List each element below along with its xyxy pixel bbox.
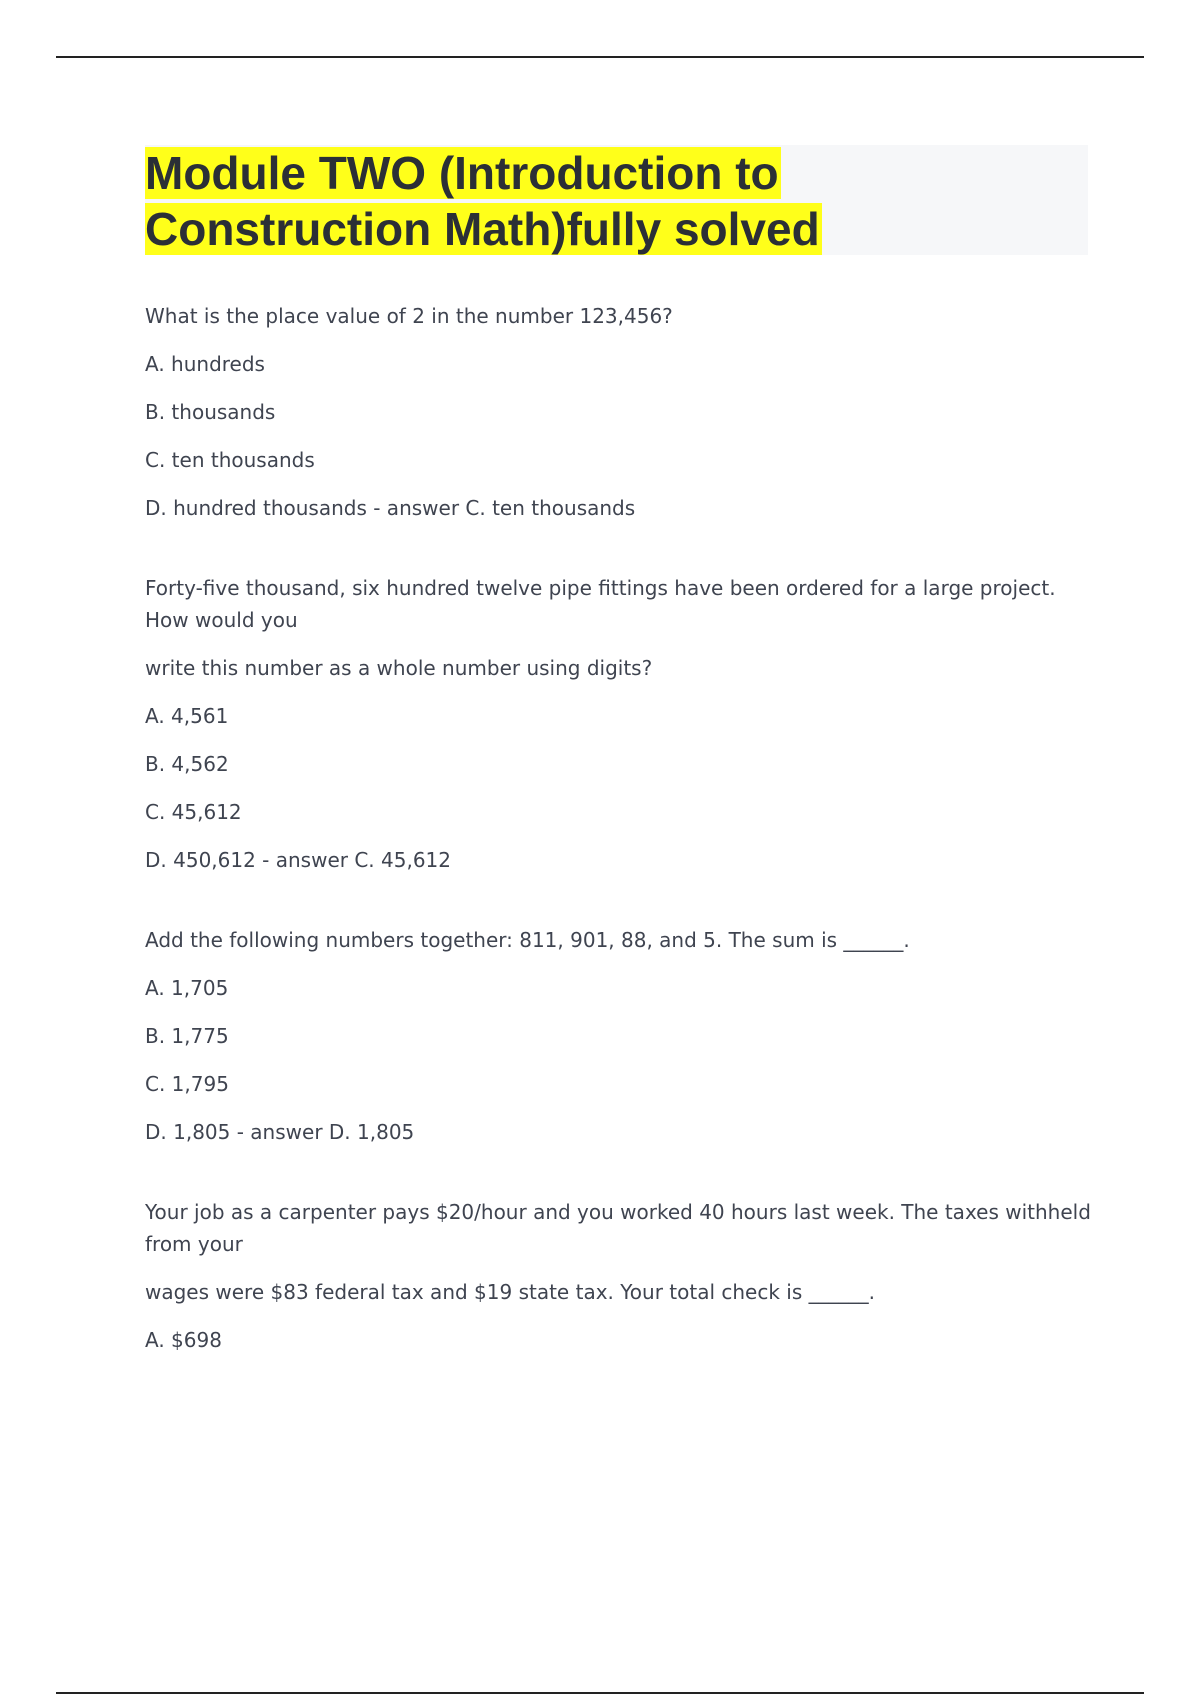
answer-option: D. 450,612 - answer C. 45,612 bbox=[145, 848, 452, 872]
answer-option: C. ten thousands bbox=[145, 448, 315, 472]
question-text: write this number as a whole number using digits? bbox=[145, 656, 653, 680]
answer-option: B. thousands bbox=[145, 400, 276, 424]
question-text: Forty-five thousand, six hundred twelve pipe fittings have been ordered for a large project. How would you bbox=[145, 576, 1056, 632]
answer-option: A. $698 bbox=[145, 1328, 222, 1352]
answer-option: A. 4,561 bbox=[145, 704, 229, 728]
top-rule bbox=[56, 56, 1144, 58]
page-title bbox=[145, 145, 1088, 257]
title-line-1: Module TWO (Introduction to bbox=[145, 147, 779, 199]
title-line-2: Construction Math)fully solved bbox=[145, 203, 820, 255]
answer-option: A. hundreds bbox=[145, 352, 265, 376]
answer-option: C. 1,795 bbox=[145, 1072, 229, 1096]
answer-option: B. 1,775 bbox=[145, 1024, 229, 1048]
question-4 bbox=[145, 1196, 1095, 1356]
question-3 bbox=[145, 924, 1095, 1148]
answer-option: C. 45,612 bbox=[145, 800, 242, 824]
answer-option: A. 1,705 bbox=[145, 976, 229, 1000]
question-text: What is the place value of 2 in the number 123,456? bbox=[145, 304, 673, 328]
question-text: Add the following numbers together: 811, 901, 88, and 5. The sum is ______. bbox=[145, 928, 910, 952]
answer-option: D. hundred thousands - answer C. ten thousands bbox=[145, 496, 636, 520]
question-list bbox=[145, 300, 1095, 1404]
question-text: wages were $83 federal tax and $19 state tax. Your total check is ______. bbox=[145, 1280, 875, 1304]
answer-option: B. 4,562 bbox=[145, 752, 229, 776]
title-block bbox=[145, 145, 1088, 255]
question-1 bbox=[145, 300, 1095, 524]
bottom-rule bbox=[56, 1692, 1144, 1694]
question-2 bbox=[145, 572, 1095, 876]
answer-option: D. 1,805 - answer D. 1,805 bbox=[145, 1120, 415, 1144]
question-text: Your job as a carpenter pays $20/hour and you worked 40 hours last week. The taxes withheld from your bbox=[145, 1200, 1091, 1256]
